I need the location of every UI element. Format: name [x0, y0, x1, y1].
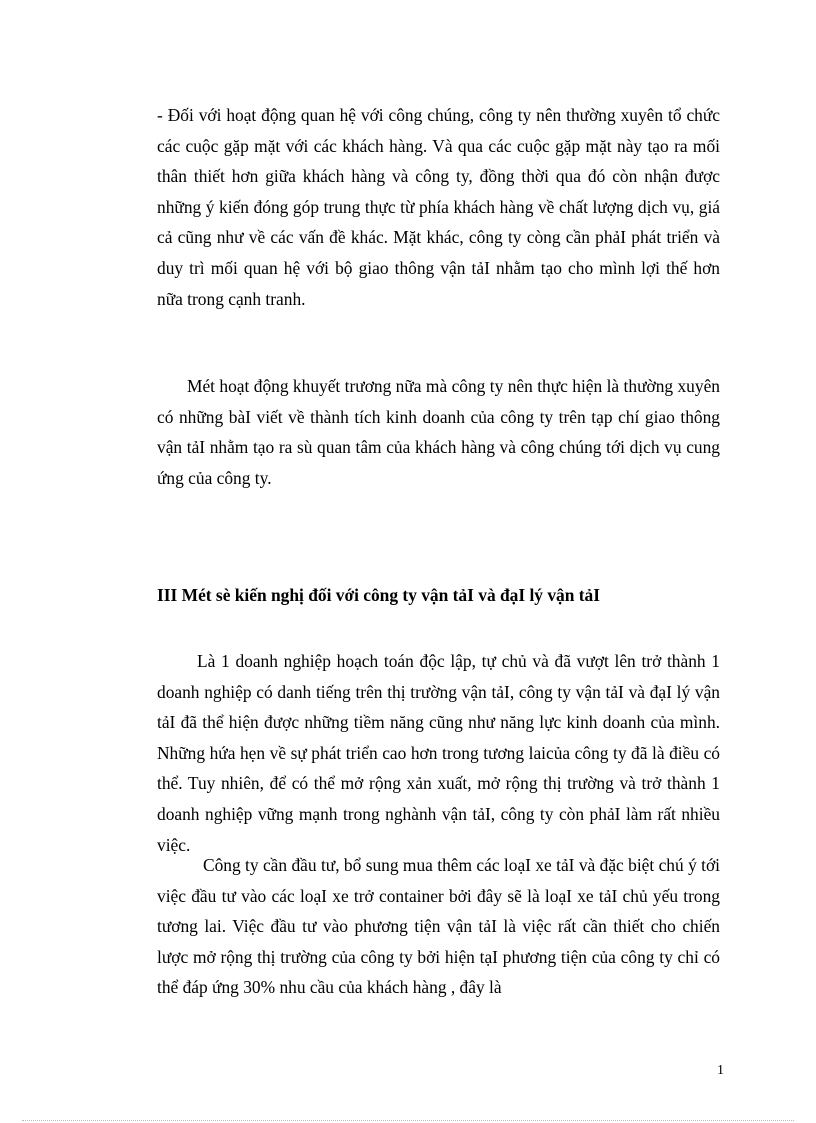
page-number: 1 [717, 1063, 724, 1078]
paragraph-investment: Công ty cần đầu tư, bổ sung mua thêm các loạI xe tảI và đặc biệt chú ý tới việc đầu tư vào các loạI xe trở container bởi đây sẽ là loạI xe tảI chủ yếu trong tương lai. Việc đầu tư vào phương tiện vận tảI là việc rất cần thiết cho chiến lược mở rộng thị trường của công ty bởi hiện tạI phương tiện của công ty chỉ có thể đáp ứng 30% nhu cầu của khách hàng , đây là [157, 855, 720, 998]
paragraph-public-relations: - Đối với hoạt động quan hệ với công chúng, công ty nên thường xuyên tổ chức các cuộc gặp mặt với các khách hàng. Và qua các cuộc gặp mặt này tạo ra mối thân thiết hơn giữa khách hàng và công ty, đồng thời qua đó còn nhận được những ý kiến đóng góp trung thực từ phía khách hàng về chất lượng dịch vụ, giá cả cũng như về các vấn đề khác. Mặt khác, công ty còng cần phảI phát triển và duy trì mối quan hệ với bộ giao thông vận tảI nhằm tạo cho mình lợi thế hơn nữa trong cạnh tranh. [157, 105, 720, 309]
paragraph-company-overview: Là 1 doanh nghiệp hoạch toán độc lập, tự chủ và đã vượt lên trở thành 1 doanh nghiệp có danh tiếng trên thị trường vận tảI, công ty vận tảI và đạI lý vận tảI đã thể hiện được những tiềm năng cũng như năng lực kinh doanh của mình. Những hứa hẹn về sự phát triển cao hơn trong tương laicủa công ty đã là điều có thể. Tuy nhiên, để có thể mở rộng xản xuất, mở rộng thị trường và trở thành 1 doanh nghiệp vững mạnh trong nghành vận tảI, công ty còn phảI làm rất nhiều việc. [157, 651, 720, 855]
section-heading: III Mét sè kiến nghị đối với công ty vận tảI và đạI lý vận tảI [157, 585, 601, 605]
paragraph-promotion: Mét hoạt động khuyết trương nữa mà công ty nên thực hiện là thường xuyên có những bàI viết về thành tích kinh doanh của công ty trên tạp chí giao thông vận tảI nhằm tạo ra sù quan tâm của khách hàng và công chúng tới dịch vụ cung ứng của công ty. [157, 376, 720, 488]
page-bottom-divider [22, 1120, 794, 1121]
